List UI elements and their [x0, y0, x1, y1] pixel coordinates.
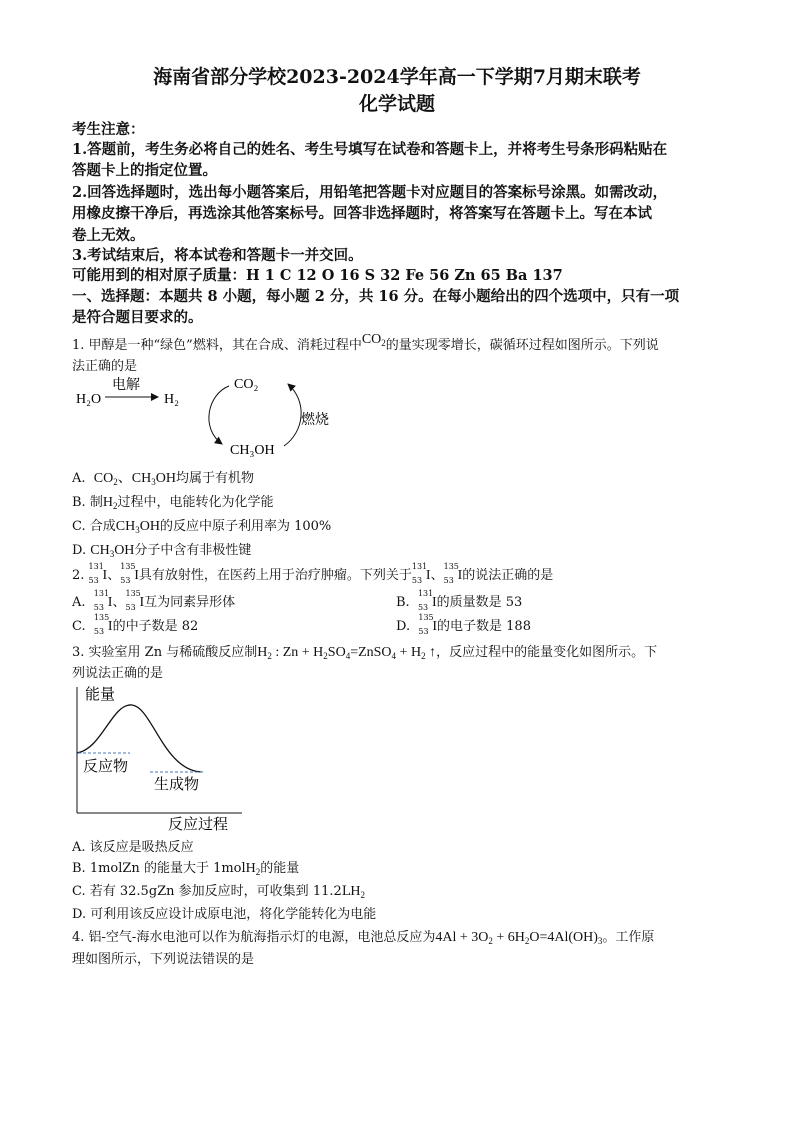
q1-stem-line2: 法正确的是	[72, 359, 138, 374]
h2-label: H₂	[164, 392, 179, 407]
notice-item1-line1: 1.答题前，考生务必将自己的姓名、考生号填写在试卷和答题卡上，并将考生号条形码粘贴在	[72, 141, 668, 158]
q3-option-d: D. 可利用该反应设计成原电池，将化学能转化为电能	[72, 907, 377, 922]
notice-heading: 考生注意：	[72, 121, 145, 138]
energy-axis-label: 能量	[85, 687, 116, 703]
combustion-arc	[284, 384, 301, 446]
q2-option-a: A. 131 53 I、 135 53 I互为同素异形体	[72, 588, 236, 612]
reactant-label: 反应物	[83, 759, 129, 775]
atomic-mass-line: 可能用到的相对原子质量：H 1 C 12 O 16 S 32 Fe 56 Zn 65 Ba 137	[72, 267, 563, 284]
h2o-label: H₂O	[76, 392, 102, 407]
notice-item2-line3: 卷上无效。	[72, 227, 145, 244]
q4-stem: 4. 铝-空气-海水电池可以作为航海指示灯的电源，电池总反应为$4Al + 3O_2 + 6H_2O=4Al(OH)_3$。工作原	[72, 930, 655, 946]
notice-item3: 3.考试结束后，将本试卷和答题卡一并交回。	[72, 247, 363, 264]
co2-label: CO₂	[234, 377, 259, 392]
q3-stem-line2: 列说法正确的是	[72, 666, 164, 681]
notice-item2-line2: 用橡皮擦干净后，再选涂其他答案标号。回答非选择题时，将答案写在答题卡上。写在本试	[72, 205, 652, 222]
page-title: 海南省部分学校2023-2024学年高一下学期7月期末联考	[153, 66, 641, 88]
q1-option-d: D. $CH_3OH$分子中含有非极性键	[72, 543, 252, 559]
q1-option-c: C. 合成$CH_3OH$的反应中原子利用率为 100%	[72, 519, 332, 535]
q2-option-c: C. 135 53 I的中子数是 82	[72, 612, 199, 636]
q3-stem: 3. 实验室用 Zn 与稀硫酸反应制$H_2$ : $Zn + H_2SO_4=ZnSO_4 + H_2$ ↑，反应过程中的能量变化如图所示。下	[72, 645, 658, 661]
q3-option-a: A. 该反应是吸热反应	[72, 840, 194, 855]
ch3oh-label: CH₃OH	[230, 443, 275, 458]
notice-item1-line2: 答题卡上的指定位置。	[72, 162, 217, 179]
q3-option-b: B. 1molZn 的能量大于 1molH$_2$的能量	[72, 861, 300, 877]
page-subtitle: 化学试题	[358, 93, 435, 115]
q2-option-d: D. 135 53 I的电子数是 188	[396, 612, 531, 636]
process-axis-label: 反应过程	[168, 817, 229, 833]
electrolysis-label: 电解	[112, 378, 140, 393]
section-heading-line2: 是符合题目要求的。	[72, 309, 203, 326]
q1-stem: 1. 甲醇是一种“绿色”燃料，其在合成、消耗过程中$CO_2$的量实现零增长，碳循环过程如图所示。下列说	[72, 332, 659, 353]
section-heading-line1: 一、选择题：本题共 8 小题，每小题 2 分，共 16 分。在每小题给出的四个选项中，只有一项	[72, 288, 680, 305]
q4-stem-line2: 理如图所示，下列说法错误的是	[72, 952, 255, 967]
energy-diagram	[72, 683, 252, 833]
product-label: 生成物	[154, 777, 200, 793]
carbon-cycle-diagram	[72, 372, 352, 462]
q2-stem: 2. 131 53 I、 135 53 I具有放射性，在医药上用于治疗肿瘤。下列关于 131 53 I、 135 53 I的说法正确的是	[72, 561, 554, 585]
notice-item2-line1: 2.回答选择题时，选出每小题答案后，用铅笔把答题卡对应题目的答案标号涂黑。如需改动，	[72, 184, 668, 201]
burn-label: 燃烧	[301, 413, 329, 428]
q3-option-c: C. 若有 32.5gZn 参加反应时，可收集到 $11.2LH_2$	[72, 884, 366, 900]
q1-option-b: B. 制$H_2$过程中，电能转化为化学能	[72, 495, 274, 511]
q1-option-a: A. $CO_2$、$CH_3OH$均属于有机物	[72, 471, 254, 487]
synthesis-arc	[209, 386, 229, 444]
q2-option-b: B. 131 53 I的质量数是 53	[396, 588, 523, 612]
